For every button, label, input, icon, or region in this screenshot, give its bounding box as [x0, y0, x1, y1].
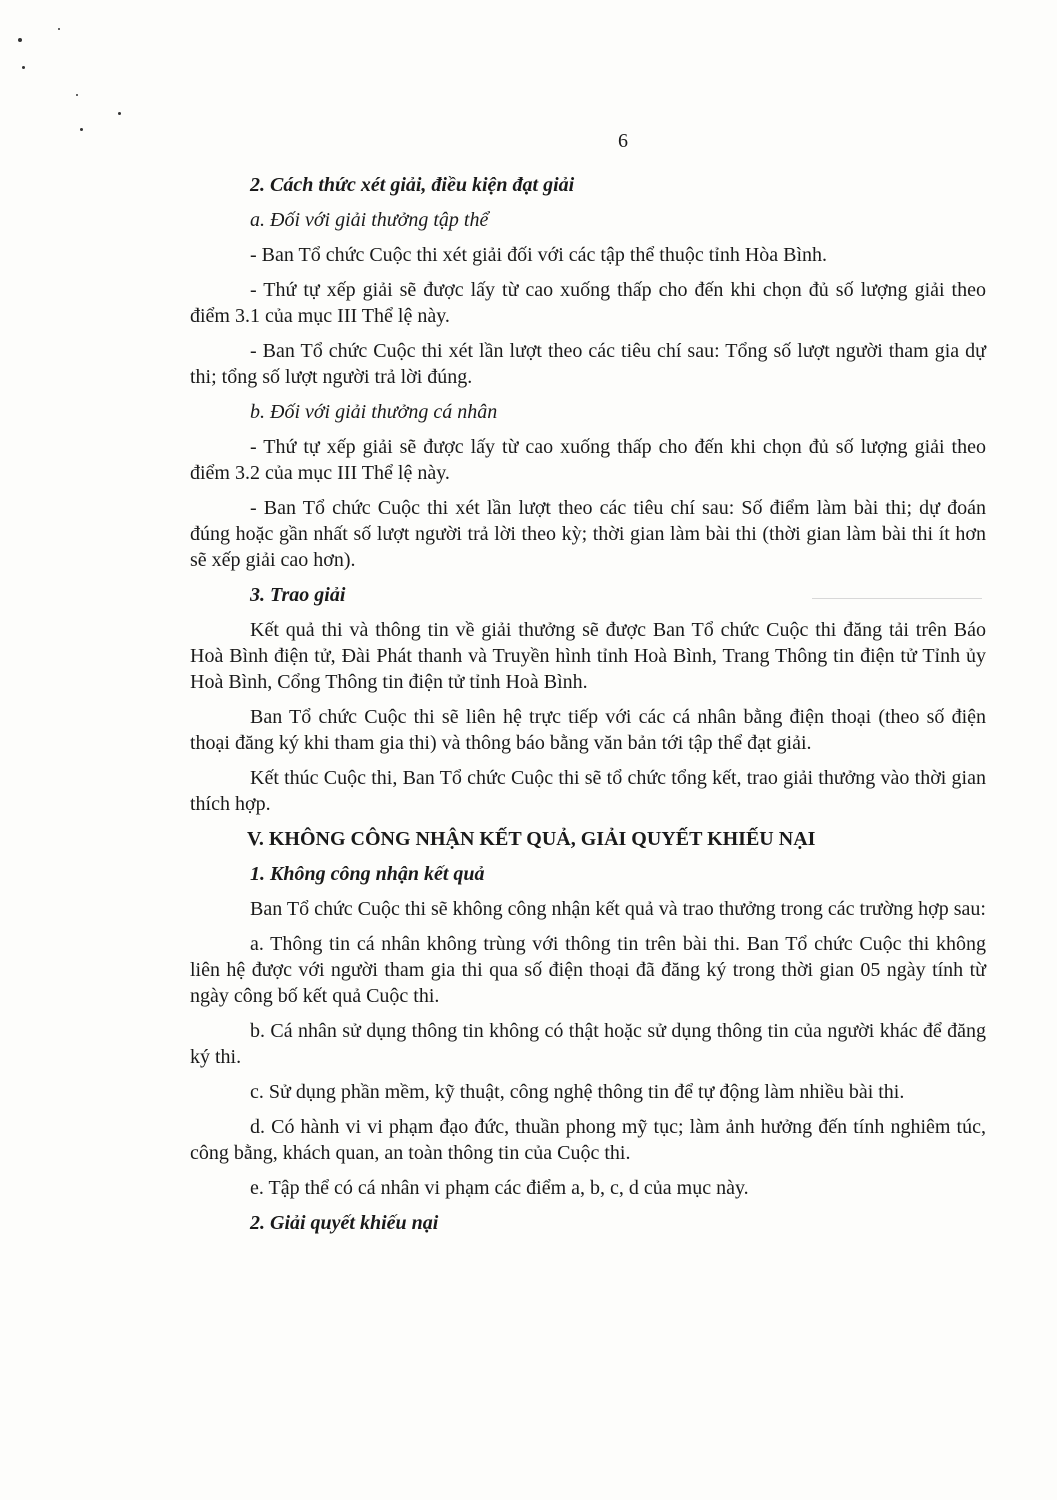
paragraph: Kết quả thi và thông tin về giải thưởng sẽ được Ban Tổ chức Cuộc thi đăng tải trên Báo Hoà Bình điện tử, Đài Phát thanh và Truyền hình tỉnh Hoà Bình, Trang Thông tin điện tử Tỉnh ủy Hoà Bình, Cổng Thông tin điện tử tỉnh Hoà Bình. — [190, 619, 986, 693]
paragraph: - Ban Tổ chức Cuộc thi xét giải đối với các tập thể thuộc tỉnh Hòa Bình. — [250, 244, 828, 266]
paragraph: - Ban Tổ chức Cuộc thi xét lần lượt theo các tiêu chí sau: Số điểm làm bài thi; dự đoán đúng hoặc gần nhất số lượt người trả lời theo kỳ; thời gian làm bài thi (thời gian làm bài thi ít hơn sẽ xếp giải cao hơn). — [190, 497, 986, 571]
scan-speck — [58, 28, 60, 30]
subheading-collective-award: a. Đối với giải thưởng tập thể — [250, 209, 489, 231]
paragraph: Ban Tổ chức Cuộc thi sẽ liên hệ trực tiếp với các cá nhân bằng điện thoại (theo số điện thoại đăng ký khi tham gia thi) và thông báo bằng văn bản tới tập thể đạt giải. — [190, 706, 986, 754]
scan-speck — [18, 38, 22, 42]
page-number: 6 — [618, 130, 628, 152]
heading-award-criteria: 2. Cách thức xét giải, điều kiện đạt giải — [250, 174, 575, 196]
document-body — [190, 172, 986, 1245]
paragraph: - Ban Tổ chức Cuộc thi xét lần lượt theo các tiêu chí sau: Tổng số lượt người tham gia dự thi; tổng số lượt người trả lời đúng. — [190, 340, 986, 388]
list-item: d. Có hành vi vi phạm đạo đức, thuần phong mỹ tục; làm ảnh hưởng đến tính nghiêm túc, công bằng, khách quan, an toàn thông tin của Cuộc thi. — [190, 1116, 986, 1164]
paragraph: Ban Tổ chức Cuộc thi sẽ không công nhận kết quả và trao thưởng trong các trường hợp sau: — [250, 898, 986, 920]
list-item: b. Cá nhân sử dụng thông tin không có thật hoặc sử dụng thông tin của người khác để đăng ký thi. — [190, 1020, 986, 1068]
heading-award-ceremony: 3. Trao giải — [250, 584, 346, 606]
section-title-v: V. KHÔNG CÔNG NHẬN KẾT QUẢ, GIẢI QUYẾT KHIẾU NẠI — [247, 828, 816, 850]
heading-complaints: 2. Giải quyết khiếu nại — [250, 1212, 439, 1234]
scan-speck — [80, 128, 83, 131]
scan-speck — [118, 112, 121, 115]
paragraph: Kết thúc Cuộc thi, Ban Tổ chức Cuộc thi sẽ tổ chức tổng kết, trao giải thưởng vào thời gian thích hợp. — [190, 767, 986, 815]
list-item: c. Sử dụng phần mềm, kỹ thuật, công nghệ thông tin để tự động làm nhiều bài thi. — [250, 1081, 905, 1103]
scan-speck — [76, 94, 78, 96]
subheading-individual-award: b. Đối với giải thưởng cá nhân — [250, 401, 498, 423]
paragraph: - Thứ tự xếp giải sẽ được lấy từ cao xuống thấp cho đến khi chọn đủ số lượng giải theo điểm 3.1 của mục III Thể lệ này. — [190, 279, 986, 327]
list-item: a. Thông tin cá nhân không trùng với thông tin trên bài thi. Ban Tổ chức Cuộc thi không liên hệ được với người tham gia thi qua số điện thoại đã đăng ký trong thời gian 05 ngày tính từ ngày công bố kết quả Cuộc thi. — [190, 933, 986, 1007]
scan-speck — [22, 66, 25, 69]
heading-not-recognized: 1. Không công nhận kết quả — [250, 863, 485, 885]
list-item: e. Tập thể có cá nhân vi phạm các điểm a, b, c, d của mục này. — [250, 1177, 749, 1199]
paragraph: - Thứ tự xếp giải sẽ được lấy từ cao xuống thấp cho đến khi chọn đủ số lượng giải theo điểm 3.2 của mục III Thể lệ này. — [190, 436, 986, 484]
